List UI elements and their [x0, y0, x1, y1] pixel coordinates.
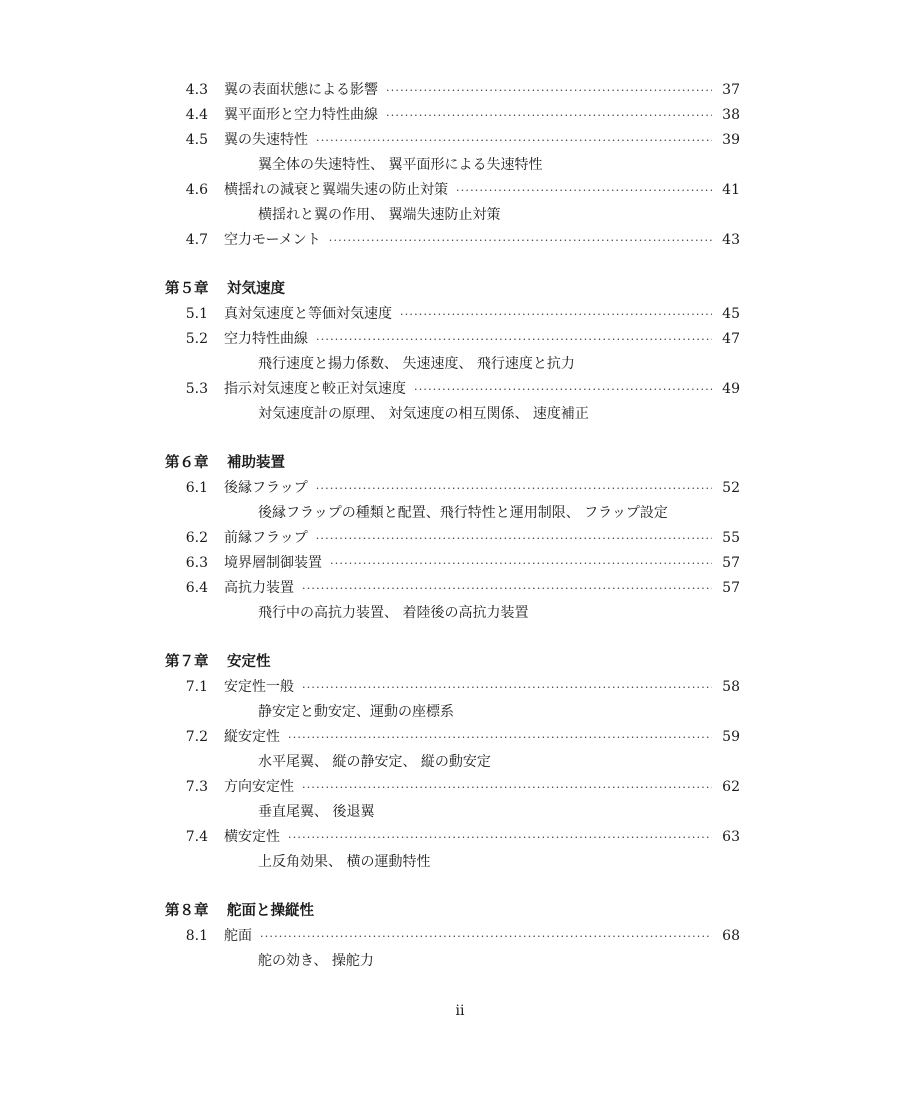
page-number: 68 — [722, 928, 740, 944]
section-number: 6.2 — [185, 530, 208, 546]
leader-dots — [260, 924, 712, 949]
chapter-6-heading[interactable] — [165, 451, 740, 476]
section-number: 4.5 — [185, 132, 208, 148]
leader-dots — [386, 78, 712, 103]
chapter-title: 対気速度 — [227, 281, 285, 297]
leader-dots — [456, 178, 712, 203]
section-title: 空力特性曲線 — [224, 331, 308, 347]
subtopics-5-2: 飛行速度と揚力係数、 失速速度、 飛行速度と抗力 — [258, 356, 575, 372]
section-number: 4.7 — [185, 232, 208, 248]
page-number: 39 — [722, 132, 740, 148]
subtopics-7-4: 上反角効果、 横の運動特性 — [258, 854, 431, 870]
section-number: 6.1 — [185, 480, 208, 496]
leader-dots — [329, 228, 712, 253]
leader-dots — [330, 551, 712, 576]
chapter-title: 補助装置 — [227, 455, 285, 471]
section-title: 前縁フラップ — [224, 530, 308, 546]
page-number: 58 — [722, 679, 740, 695]
toc-entry-5-1[interactable] — [165, 302, 740, 327]
leader-dots — [316, 526, 712, 551]
page-number: 59 — [722, 729, 740, 745]
toc-entry-7-1[interactable] — [165, 675, 740, 700]
toc-entry-4-7[interactable] — [165, 228, 740, 253]
page-number: 62 — [722, 779, 740, 795]
section-title: 安定性一般 — [224, 679, 294, 695]
leader-dots — [302, 675, 712, 700]
leader-dots — [302, 576, 712, 601]
section-title: 指示対気速度と較正対気速度 — [224, 381, 406, 397]
page-number: 57 — [722, 580, 740, 596]
section-number: 5.1 — [185, 306, 208, 322]
section-title: 舵面 — [224, 928, 252, 944]
section-number: 7.4 — [185, 829, 208, 845]
chapter-label: 第８章 — [165, 903, 209, 919]
leader-dots — [400, 302, 712, 327]
section-number: 7.2 — [185, 729, 208, 745]
toc-entry-5-3[interactable] — [165, 377, 740, 402]
section-number: 4.3 — [185, 82, 208, 98]
chapter-title: 安定性 — [227, 654, 271, 670]
toc-entry-6-3[interactable] — [165, 551, 740, 576]
leader-dots — [302, 775, 712, 800]
page-footer-number: ii — [455, 1003, 465, 1019]
subtopics-6-4: 飛行中の高抗力装置、 着陸後の高抗力装置 — [258, 605, 529, 621]
toc-entry-4-5[interactable] — [165, 128, 740, 153]
toc-entry-4-4[interactable] — [165, 103, 740, 128]
page-number: 47 — [722, 331, 740, 347]
section-number: 7.1 — [185, 679, 208, 695]
section-title: 高抗力装置 — [224, 580, 294, 596]
toc-entry-5-2[interactable] — [165, 327, 740, 352]
chapter-8-heading[interactable] — [165, 899, 740, 924]
page-number: 45 — [722, 306, 740, 322]
toc-entry-4-6[interactable] — [165, 178, 740, 203]
subtopics-7-3: 垂直尾翼、 後退翼 — [258, 804, 375, 820]
section-number: 8.1 — [185, 928, 208, 944]
leader-dots — [288, 725, 712, 750]
section-number: 5.2 — [185, 331, 208, 347]
table-of-contents — [165, 78, 740, 974]
toc-entry-7-2[interactable] — [165, 725, 740, 750]
leader-dots — [316, 327, 712, 352]
section-title: 横安定性 — [224, 829, 280, 845]
leader-dots — [316, 128, 712, 153]
section-title: 翼の失速特性 — [224, 132, 308, 148]
page-number: 49 — [722, 381, 740, 397]
subtopics-4-5: 翼全体の失速特性、 翼平面形による失速特性 — [258, 157, 543, 173]
section-number: 5.3 — [185, 381, 208, 397]
section-number: 6.3 — [185, 555, 208, 571]
toc-entry-6-4[interactable] — [165, 576, 740, 601]
subtopics-6-1: 後縁フラップの種類と配置、飛行特性と運用制限、 フラップ設定 — [258, 505, 668, 521]
section-title: 翼平面形と空力特性曲線 — [224, 107, 378, 123]
leader-dots — [316, 476, 712, 501]
section-title: 境界層制御装置 — [224, 555, 322, 571]
page-number: 43 — [722, 232, 740, 248]
section-number: 4.6 — [185, 182, 208, 198]
section-number: 4.4 — [185, 107, 208, 123]
leader-dots — [288, 825, 712, 850]
chapter-5-heading[interactable] — [165, 277, 740, 302]
section-title: 空力モーメント — [224, 232, 321, 248]
section-title: 真対気速度と等価対気速度 — [224, 306, 392, 322]
page-number: 38 — [722, 107, 740, 123]
section-title: 後縁フラップ — [224, 480, 308, 496]
toc-entry-4-3[interactable] — [165, 78, 740, 103]
chapter-label: 第５章 — [165, 281, 209, 297]
page-number: 57 — [722, 555, 740, 571]
chapter-label: 第６章 — [165, 455, 209, 471]
subtopics-8-1: 舵の効き、 操舵力 — [258, 953, 374, 969]
section-number: 7.3 — [185, 779, 208, 795]
subtopics-7-2: 水平尾翼、 縦の静安定、 縦の動安定 — [258, 754, 491, 770]
section-number: 6.4 — [185, 580, 208, 596]
page-number: 63 — [722, 829, 740, 845]
page-number: 55 — [722, 530, 740, 546]
section-title: 翼の表面状態による影響 — [224, 82, 378, 98]
subtopics-4-6: 横揺れと翼の作用、 翼端失速防止対策 — [258, 207, 501, 223]
subtopics-7-1: 静安定と動安定、運動の座標系 — [258, 704, 454, 720]
page-number: 41 — [722, 182, 740, 198]
page-number: 37 — [722, 82, 740, 98]
leader-dots — [414, 377, 712, 402]
section-title: 方向安定性 — [224, 779, 294, 795]
leader-dots — [386, 103, 712, 128]
toc-entry-7-4[interactable] — [165, 825, 740, 850]
page-number: 52 — [722, 480, 740, 496]
subtopics-5-3: 対気速度計の原理、 対気速度の相互関係、 速度補正 — [258, 406, 589, 422]
section-title: 横揺れの減衰と翼端失速の防止対策 — [224, 182, 448, 198]
toc-entry-8-1[interactable] — [165, 924, 740, 949]
chapter-label: 第７章 — [165, 654, 209, 670]
toc-entry-6-2[interactable] — [165, 526, 740, 551]
toc-entry-6-1[interactable] — [165, 476, 740, 501]
chapter-7-heading[interactable] — [165, 650, 740, 675]
chapter-title: 舵面と操縦性 — [227, 903, 314, 919]
section-title: 縦安定性 — [224, 729, 280, 745]
toc-entry-7-3[interactable] — [165, 775, 740, 800]
